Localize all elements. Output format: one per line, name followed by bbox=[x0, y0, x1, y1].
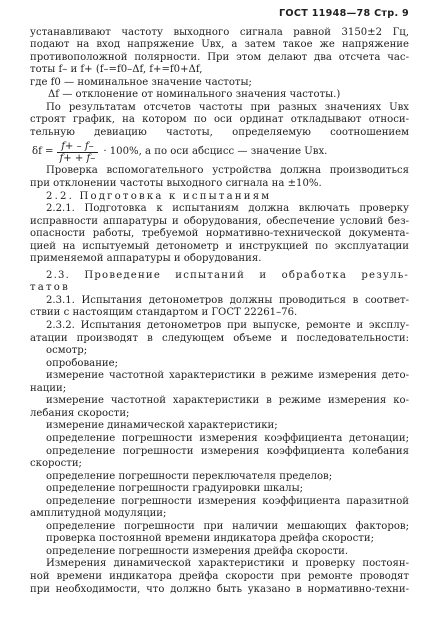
list-item: определение погрешности измерения коэффициента паразитной bbox=[46, 495, 409, 507]
text-line: тоты f– и f+ (f–=f0–Δf, f+=f0+Δf, bbox=[30, 64, 203, 76]
text-line: Δf — отклонение от номинального значения частоты.) bbox=[48, 89, 341, 101]
text-line: устанавливают частоту выходного сигнала равной 3150±2 Гц, bbox=[30, 26, 409, 38]
list-item: измерение динамической характеристики; bbox=[46, 420, 278, 432]
text-line: исправности аппаратуры и оборудования, обеспечение условий без- bbox=[30, 215, 409, 227]
text-line: строят график, на котором по оси ординат откладывают относи- bbox=[30, 114, 409, 126]
list-item: определение погрешности измерения коэффициента колебания bbox=[46, 445, 409, 457]
text-line: 2.2.1. Подготовка к испытаниям должна включать проверку bbox=[46, 203, 409, 215]
list-item-continuation: амплитудной модуляции; bbox=[30, 508, 167, 520]
text-line: тельную девиацию частоты, определяемую соотношением bbox=[30, 126, 409, 138]
text-line: при необходимости, что должно быть указано в нормативно-техни- bbox=[30, 583, 409, 595]
list-item: определение погрешности градуировки шкалы; bbox=[46, 483, 304, 495]
formula-numerator: f+ – f– bbox=[57, 141, 97, 153]
text-line: Измерения динамической характеристики и проверку постоян- bbox=[46, 558, 409, 570]
formula-lhs: δf = bbox=[32, 146, 54, 158]
formula-fraction bbox=[55, 141, 99, 164]
text-line: По результатам отсчетов частоты при разных значениях Uвх bbox=[46, 101, 409, 113]
section-heading: 2.2. Подготовка к испытаниям bbox=[46, 190, 272, 202]
deviation-formula bbox=[30, 139, 409, 165]
list-item: проверка постоянной времени индикатора дрейфа скорости; bbox=[46, 533, 374, 545]
list-item: опробование; bbox=[46, 357, 119, 369]
text-line: где f0 — номинальное значение частоты; bbox=[30, 76, 252, 88]
list-item: определение погрешности переключателя пределов; bbox=[46, 470, 333, 482]
list-item-continuation: нации; bbox=[30, 382, 67, 394]
formula-rhs: · 100%, а по оси абсцисс — значение Uвх. bbox=[103, 146, 328, 158]
text-line: 2.3.1. Испытания детонометров должны проводиться в соответ- bbox=[46, 294, 409, 306]
list-item-continuation: скорости; bbox=[30, 458, 82, 470]
list-item: определение погрешности измерения дрейфа скорости. bbox=[46, 545, 349, 557]
text-line: при отклонении частоты выходного сигнала на ±10%. bbox=[30, 178, 322, 190]
list-item-continuation: лебания скорости; bbox=[30, 407, 130, 419]
section-heading: 2.3. Проведение испытаний и обработка резуль- bbox=[46, 269, 409, 281]
text-line: противоположной полярности. При этом делают два отсчета час- bbox=[30, 51, 409, 63]
text-line: 2.3.2. Испытания детонометров при выпуске, ремонте и эксплу- bbox=[46, 320, 409, 332]
page-header: ГОСТ 11948—78 Стр. 9 bbox=[279, 8, 409, 19]
text-line: цией на испытуемый детонометр и инструкцией по эксплуатации bbox=[30, 240, 409, 252]
formula-denominator: f+ + f– bbox=[59, 152, 96, 164]
list-item: измерение частотной характеристики в режиме измерения дето- bbox=[46, 370, 409, 382]
list-item: определение погрешности измерения коэффициента детонации; bbox=[46, 432, 409, 444]
text-line: ствии с настоящим стандартом и ГОСТ 22261–76. bbox=[30, 307, 298, 319]
text-line: ной времени индикатора дрейфа скорости при ремонте проводят bbox=[30, 570, 409, 582]
section-heading: татов bbox=[30, 282, 70, 294]
text-line: подают на вход напряжение Uвх, а затем такое же напряжение bbox=[30, 39, 409, 51]
text-line: опасности работы, требуемой нормативно-технической документа- bbox=[30, 228, 409, 240]
text-line: Проверка вспомогательного устройства должна производиться bbox=[46, 165, 409, 177]
list-item: измерение частотной характеристики в режиме измерения ко- bbox=[46, 395, 409, 407]
list-item: определение погрешности при наличии мешающих факторов; bbox=[46, 520, 409, 532]
list-item: осмотр; bbox=[46, 345, 88, 357]
text-line: атации производят в следующем объеме и последовательности: bbox=[30, 332, 409, 344]
text-line: применяемой аппаратуры и оборудования. bbox=[30, 253, 262, 265]
